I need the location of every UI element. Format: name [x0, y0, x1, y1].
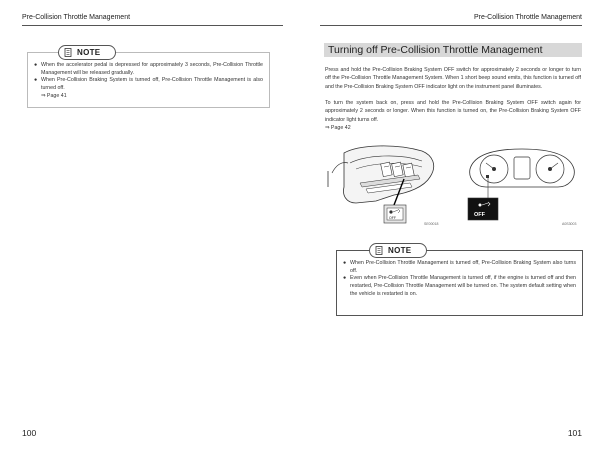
note-item-text: When Pre-Collision Braking System is turned off, Pre-Collision Throttle Management is also turned off. — [41, 77, 263, 92]
note-label: NOTE — [388, 246, 412, 255]
note-item-text: When the accelerator pedal is depressed for approximately 3 seconds, Pre-Collision Throttle Management will be released gradually. — [41, 62, 263, 76]
note-body — [34, 62, 263, 101]
note-icon — [375, 246, 383, 255]
switch-panel-illustration — [326, 143, 446, 231]
note-body — [343, 260, 576, 299]
running-header-left: Pre-Collision Throttle Management — [22, 14, 131, 21]
bullet: ● — [343, 275, 347, 282]
note-icon — [64, 48, 72, 57]
body-paragraph: Press and hold the Pre-Collision Braking System OFF switch for approximately 2 seconds or longer to turn off the Pre-Collision Throttle Management System. When 1 short beep sound emits, this function is turned off and the Pre-Collision Braking System OFF indicator light on the instrument panel illuminates. — [325, 67, 581, 90]
note-box-left — [27, 48, 270, 108]
note-item — [343, 260, 576, 275]
figure-code: SE00018 — [424, 222, 439, 226]
note-item-text: When Pre-Collision Throttle Management is turned off, Pre-Collision Braking System also turns off. — [350, 260, 576, 274]
bullet: ● — [34, 77, 38, 84]
figure-code: A0S3003 — [562, 222, 577, 226]
section-title-bar — [324, 43, 582, 57]
note-tab — [58, 45, 116, 60]
page-number-right: 101 — [567, 428, 582, 438]
note-item — [34, 62, 263, 77]
bullet: ● — [34, 62, 38, 68]
bullet: ● — [343, 260, 347, 266]
header-rule-right — [320, 25, 582, 26]
page-number-left: 100 — [22, 428, 37, 438]
indicator-off-label: OFF — [474, 212, 485, 218]
section-title: Turning off Pre-Collision Throttle Management — [328, 44, 543, 56]
figure-instrument-cluster — [462, 143, 582, 231]
switch-off-label: OFF — [389, 216, 396, 220]
header-rule-left — [22, 25, 283, 26]
figure-switch-panel — [326, 143, 446, 231]
note-box-right — [336, 246, 583, 316]
page-reference-link[interactable]: ⇒ Page 41 — [41, 92, 67, 99]
note-item-text: Even when Pre-Collision Throttle Management is turned off, if the engine is turned off and then restarted, Pre-Collision Throttle Management will be turned on. The system default setting when the vehicle is restarted is on. — [350, 275, 576, 297]
body-paragraph: To turn the system back on, press and hold the Pre-Collision Braking System OFF switch again for approximately 2 seconds or longer. When this function is turned on, the Pre-Collision Braking System OFF indicator light turns off. — [325, 100, 581, 123]
note-item — [343, 275, 576, 298]
note-tab — [369, 243, 427, 258]
note-label: NOTE — [77, 48, 101, 57]
running-header-right: Pre-Collision Throttle Management — [473, 14, 582, 21]
note-item — [34, 77, 263, 92]
page-reference-link[interactable]: ⇒ Page 42 — [325, 125, 351, 131]
instrument-cluster-illustration — [462, 143, 582, 231]
